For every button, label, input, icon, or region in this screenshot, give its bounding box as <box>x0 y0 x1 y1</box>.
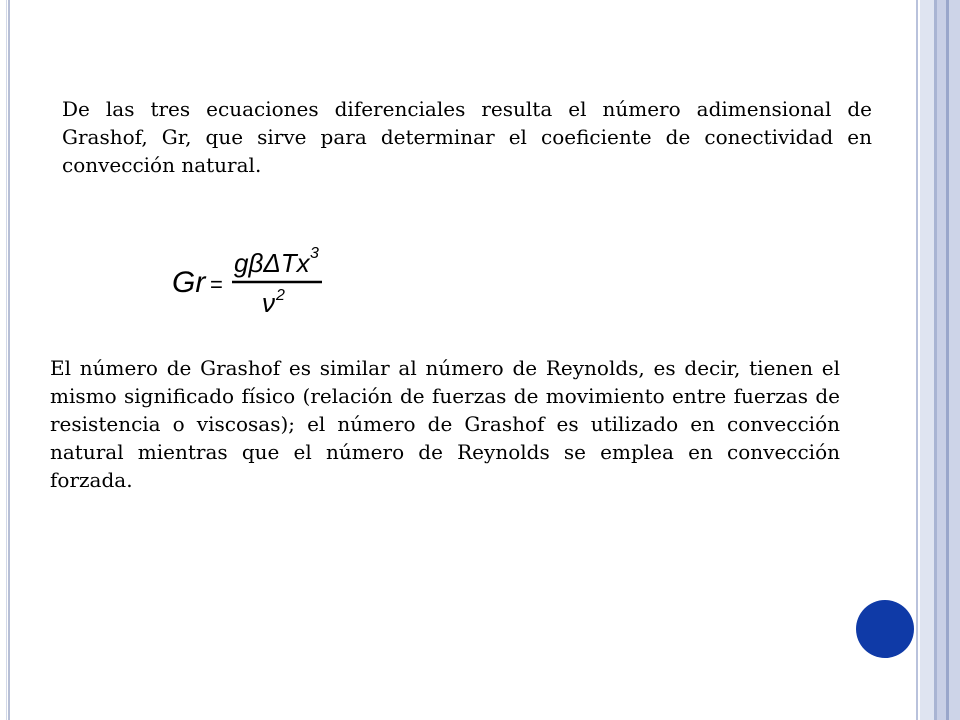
left-border-decoration <box>0 0 10 720</box>
right-stripes-decoration <box>916 0 960 720</box>
formula-denominator: ν <box>262 288 275 318</box>
formula-denominator-exponent: 2 <box>276 287 285 304</box>
blue-circle-decoration <box>856 600 914 658</box>
formula-numerator: gβΔTx <box>234 248 310 278</box>
paragraph-grashof-reynolds: El número de Grashof es similar al número de Reynolds, es decir, tienen el mismo significado físico (relación de fuerzas de movimiento entre fuerzas de resistencia o viscosas); el número de Grashof es utilizado en convección natural mientras que el número de Reynolds se emplea en convección forzada. <box>50 356 840 492</box>
formula-lhs: Gr <box>172 266 206 299</box>
grashof-formula <box>170 240 340 320</box>
paragraph-grashof-intro: De las tres ecuaciones diferenciales resulta el número adimensional de Grashof, Gr, que sirve para determinar el coeficiente de conectividad en convección natural. <box>62 97 872 177</box>
formula-equals: = <box>210 272 223 297</box>
formula-numerator-exponent: 3 <box>310 245 319 262</box>
